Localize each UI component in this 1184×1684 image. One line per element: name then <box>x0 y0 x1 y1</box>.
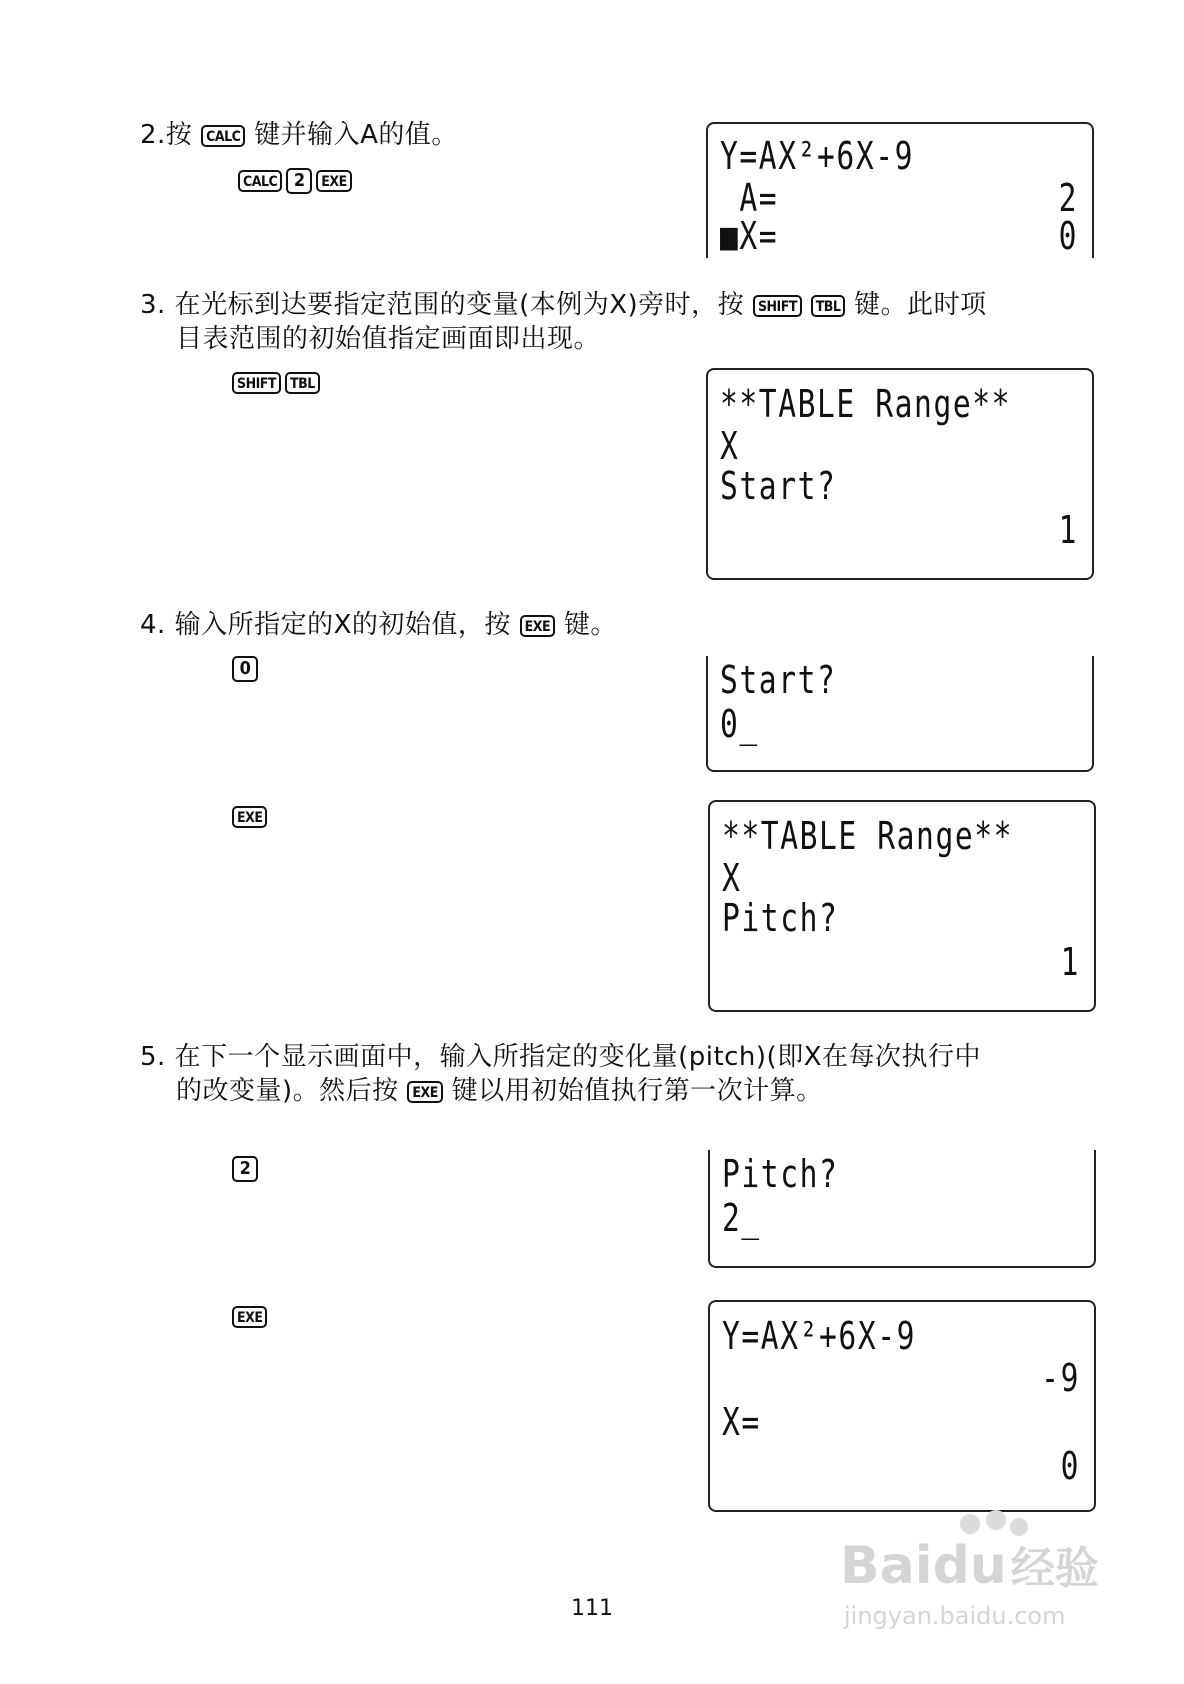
lcd-6-line-4: 0 <box>1060 1444 1080 1488</box>
lcd-screen-3 <box>706 656 1094 772</box>
step-3-key-sequence <box>232 372 324 394</box>
lcd-screen-5 <box>708 1150 1096 1268</box>
step-3-text-a: 3. 在光标到达要指定范围的变量(本例为X)旁时，按 <box>140 290 753 320</box>
paw-icon-toe-1 <box>960 1514 980 1534</box>
lcd-6-line-3: X= <box>722 1400 761 1444</box>
step-5-key-sequence-a <box>232 1156 262 1182</box>
step-2-text-after: 键并输入A的值。 <box>245 120 458 150</box>
lcd-screen-1 <box>706 122 1094 258</box>
step-4-instruction <box>140 608 617 642</box>
lcd-1-line-2-label: A= <box>720 176 779 220</box>
step-5-instruction-line-1: 5. 在下一个显示画面中，输入所指定的变化量(pitch)(即X在每次执行中 <box>140 1042 982 1072</box>
step-5-text-a: 的改变量)。然后按 <box>176 1076 408 1106</box>
digit-2-key: 2 <box>232 1156 258 1182</box>
calc-key: CALC <box>238 170 282 192</box>
lcd-6-line-1: Y=AX²+6X-9 <box>722 1314 917 1358</box>
tbl-key-inline: TBL <box>811 295 846 317</box>
lcd-3-line-2: 0_ <box>720 702 759 746</box>
step-4-key-sequence-b <box>232 806 271 828</box>
step-4-text-after: 键。 <box>555 610 617 640</box>
step-2-key-sequence <box>238 168 356 194</box>
shift-key: SHIFT <box>232 372 281 394</box>
shift-key-inline: SHIFT <box>753 295 802 317</box>
lcd-2-line-2: X <box>720 424 740 468</box>
paw-icon-toe-2 <box>986 1510 1006 1530</box>
step-5-text-b: 键以用初始值执行第一次计算。 <box>442 1076 823 1106</box>
lcd-5-line-2: 2_ <box>722 1196 761 1240</box>
exe-key: EXE <box>232 806 267 828</box>
page-number: 111 <box>571 1596 613 1621</box>
paw-icon-toe-3 <box>1010 1518 1028 1536</box>
step-3-instruction-line-1 <box>140 288 987 322</box>
lcd-4-line-3: Pitch? <box>722 896 839 940</box>
step-2-instruction <box>140 118 458 152</box>
lcd-screen-4 <box>708 800 1096 1012</box>
watermark-brand-cn: 经验 <box>1010 1543 1099 1594</box>
baidu-jingyan-watermark <box>840 1510 1110 1650</box>
step-5-key-sequence-b <box>232 1306 271 1328</box>
digit-2-key: 2 <box>286 168 312 194</box>
step-3-instruction-line-2: 目表范围的初始值指定画面即出现。 <box>176 324 601 354</box>
calc-key-inline: CALC <box>201 125 245 147</box>
lcd-screen-6 <box>708 1300 1096 1512</box>
tbl-key: TBL <box>285 372 320 394</box>
lcd-2-line-3: Start? <box>720 464 837 508</box>
lcd-4-line-4: 1 <box>1060 940 1080 984</box>
lcd-4-line-2: X <box>722 856 742 900</box>
lcd-6-line-2: -9 <box>1041 1356 1080 1400</box>
step-5-instruction-line-2 <box>176 1074 823 1108</box>
digit-0-key: 0 <box>232 656 258 682</box>
watermark-brand-du: du <box>932 1536 1007 1596</box>
exe-key-inline: EXE <box>520 615 555 637</box>
lcd-2-line-1: **TABLE Range** <box>720 382 1012 426</box>
watermark-brand <box>840 1538 1099 1597</box>
lcd-3-line-1: Start? <box>720 658 837 702</box>
exe-key: EXE <box>316 170 351 192</box>
step-2-text-before: 2.按 <box>140 120 202 150</box>
exe-key-inline: EXE <box>407 1081 442 1103</box>
lcd-1-line-3-label: ■X= <box>720 214 779 258</box>
step-4-key-sequence-a <box>232 656 262 682</box>
step-3-text-b: 键。此时项 <box>845 290 987 320</box>
lcd-2-line-4: 1 <box>1058 508 1078 552</box>
lcd-1-line-3-value: 0 <box>1058 214 1078 258</box>
watermark-url: jingyan.baidu.com <box>844 1602 1066 1630</box>
lcd-1-line-2-value: 2 <box>1058 176 1078 220</box>
lcd-1-line-1: Y=AX²+6X-9 <box>720 134 915 178</box>
lcd-4-line-1: **TABLE Range** <box>722 814 1014 858</box>
step-4-text-before: 4. 输入所指定的X的初始值，按 <box>140 610 520 640</box>
exe-key: EXE <box>232 1306 267 1328</box>
watermark-brand-bai: Bai <box>840 1536 933 1596</box>
lcd-5-line-1: Pitch? <box>722 1152 839 1196</box>
lcd-screen-2 <box>706 368 1094 580</box>
